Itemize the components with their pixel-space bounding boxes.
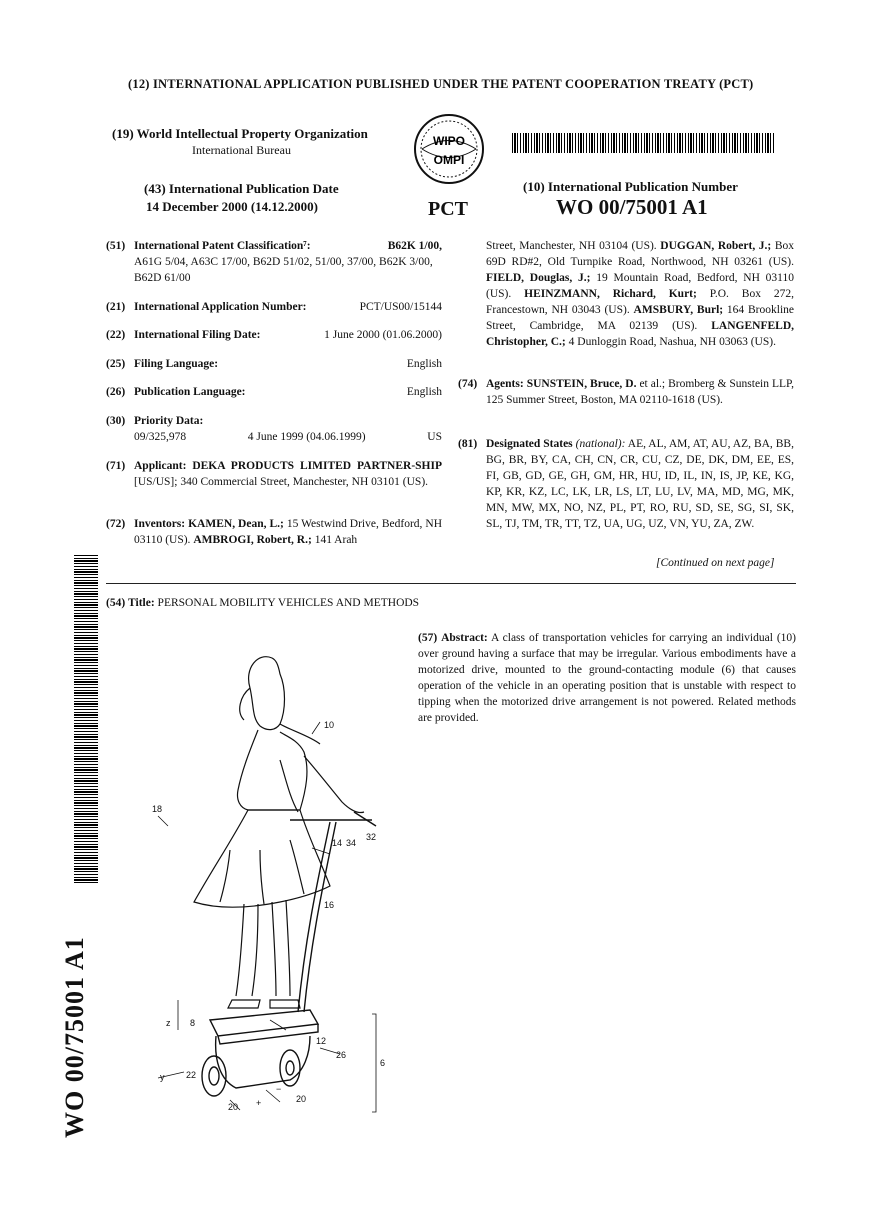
wipo-logo <box>412 112 486 186</box>
inventor-name: HEINZMANN, Richard, Kurt; <box>524 288 697 300</box>
figure-label-18: 18 <box>152 804 163 814</box>
entry-label: Title: <box>128 597 155 609</box>
entry-value: B62K 1/00, <box>387 240 442 252</box>
publication-number-value: WO 00/75001 A1 <box>556 195 708 219</box>
abstract <box>418 630 796 726</box>
figure-label-z: z <box>166 1018 171 1028</box>
entry-number: (54) <box>106 597 126 609</box>
figure-label-26: 26 <box>336 1050 347 1060</box>
entry-number: (21) <box>106 301 126 313</box>
entry-number: (72) <box>106 518 126 530</box>
figure-label-32: 32 <box>366 832 377 842</box>
inventor-text: 4 Dunloggin Road, Nashua, NH 03063 (US). <box>565 336 776 348</box>
entry-label: Designated States <box>486 438 573 450</box>
entry-value: English <box>406 386 442 398</box>
organization-name: (19) World Intellectual Property Organization <box>112 126 368 141</box>
entry-number: (57) <box>418 632 438 644</box>
entry-number: (51) <box>106 240 126 252</box>
figure-label-20-right: 20 <box>296 1094 307 1104</box>
inventor-name: KAMEN, Dean, L.; <box>188 518 284 530</box>
logo-top-text: WIPO <box>433 134 465 148</box>
applicant-address: [US/US]; 340 Commercial Street, Manchester, NH 03101 (US). <box>134 476 429 488</box>
header-barcode <box>512 133 774 153</box>
inventor-text: 164 Brookline Street, Cambridge, MA 02139 (US). <box>486 304 794 332</box>
entry-number: (74) <box>458 378 478 390</box>
inventor-name: LANGENFELD, Christopher, C.; <box>486 320 794 348</box>
entry-54 <box>106 595 706 611</box>
invention-title: PERSONAL MOBILITY VEHICLES AND METHODS <box>157 597 420 609</box>
continued-note: [Continued on next page] <box>656 557 775 569</box>
entry-label: Applicant: <box>134 460 187 472</box>
rider-figure <box>194 657 364 1008</box>
inventor-name: DUGGAN, Robert, J.; <box>660 240 772 252</box>
entry-number: (26) <box>106 386 126 398</box>
figure-label-20-left: 20 <box>228 1102 239 1112</box>
publication-date-label: (43) International Publication Date <box>144 181 339 196</box>
inventor-text: P.O. Box 272, Francestown, NH 03043 (US). <box>486 288 794 316</box>
inventor-name: AMBROGI, Robert, R.; <box>193 534 312 546</box>
abstract-text: A class of transportation vehicles for carrying an individual (10) over ground having a surface that may be irregular. Various embodiments have a motorized drive, mounted to the ground-contacting module (6) that causes operation of the vehicle in an operating position that is unstable with respect to tipping when the motorized drive arrangement is not powered. Related methods are provided. <box>418 632 796 724</box>
publication-date-value: 14 December 2000 (14.12.2000) <box>146 199 318 214</box>
priority-number: 09/325,978 <box>134 431 187 443</box>
entry-label: International Filing Date: <box>134 329 261 341</box>
entry-number: (25) <box>106 358 126 370</box>
figure-label-10: 10 <box>324 720 335 730</box>
entry-value: 1 June 2000 (01.06.2000) <box>324 329 442 341</box>
vertical-publication-number: WO 00/75001 A1 <box>60 936 89 1138</box>
figure-label-plus: + <box>256 1098 262 1108</box>
logo-bottom-text: OMPI <box>433 153 465 167</box>
agent-address: et al.; Bromberg & Sunstein LLP, 125 Summer Street, Boston, MA 02110-1618 (US). <box>486 378 795 406</box>
entry-label: Priority Data: <box>134 415 204 427</box>
applicant-name: DEKA PRODUCTS LIMITED PARTNER-SHIP <box>192 460 442 472</box>
entry-label: Inventors: <box>134 518 186 530</box>
figure-label-14: 14 <box>332 838 343 848</box>
entry-qualifier: (national): <box>575 438 626 450</box>
entry-number: (30) <box>106 415 126 427</box>
figure-label-6: 6 <box>380 1058 386 1068</box>
figure-label-8: 8 <box>190 1018 196 1028</box>
inventor-address: 15 Westwind Drive, Bedford, NH 03110 (US). <box>134 518 442 546</box>
figure-label-34: 34 <box>346 838 357 848</box>
entry-rest: A61G 5/04, A63C 17/00, B62D 51/02, 51/00, 37/00, B62K 3/00, B62D 61/00 <box>134 256 433 284</box>
inventor-text: Street, Manchester, NH 03104 (US). <box>486 240 661 252</box>
priority-country: US <box>427 431 442 443</box>
entry-label: Abstract: <box>441 632 488 644</box>
treaty-heading: (12) INTERNATIONAL APPLICATION PUBLISHED UNDER THE PATENT COOPERATION TREATY (PCT) <box>128 77 754 91</box>
entry-label: Filing Language: <box>134 358 219 370</box>
inventor-address: 141 Arah <box>314 534 358 546</box>
figure-label-y: y <box>160 1072 165 1082</box>
inventor-text: 19 Mountain Road, Bedford, NH 03110 (US). <box>486 272 794 300</box>
entry-number: (81) <box>458 438 478 450</box>
inventor-name: AMSBURY, Burl; <box>633 304 724 316</box>
inventor-name: FIELD, Douglas, J.; <box>486 272 591 284</box>
designated-states-list: AE, AL, AM, AT, AU, AZ, BA, BB, BG, BR, BY, CA, CH, CN, CR, CU, CZ, DE, DK, DM, EE, ES, FI, GB, GD, GE, GH, GM, HR, HU, ID, IL, IN, IS, JP, KE, KG, KP, KR, KZ, LC, LK, LR, LS, LT, LU, LV, MA, MD, MG, MK, MN, MW, MX, NO, NZ, PL, PT, RO, RU, SD, SE, SG, SI, SK, SL, TJ, TM, TR, TT, TZ, UA, UG, UZ, VN, YU, ZA, ZW. <box>486 438 794 530</box>
entry-label: Agents: <box>486 378 524 390</box>
entry-number: (71) <box>106 460 126 472</box>
agent-name: SUNSTEIN, Bruce, D. <box>526 378 637 390</box>
pct-label: PCT <box>428 198 468 220</box>
side-barcode <box>74 553 98 883</box>
figure-label-16: 16 <box>324 900 335 910</box>
figure-label-minus: − <box>276 1084 282 1094</box>
inventor-text: Box 69D RD#2, Old Turnpike Road, Northwood, NH 03261 (US). <box>486 240 794 268</box>
inventors-continued <box>486 238 794 350</box>
entry-label: International Patent Classification⁷: <box>134 240 311 252</box>
figure-drawing <box>140 640 390 1120</box>
figure-label-22: 22 <box>186 1070 197 1080</box>
bureau-name: International Bureau <box>192 143 291 157</box>
entry-value: English <box>406 358 442 370</box>
entry-label: International Application Number: <box>134 301 307 313</box>
entry-label: Publication Language: <box>134 386 246 398</box>
entry-number: (22) <box>106 329 126 341</box>
priority-date: 4 June 1999 (04.06.1999) <box>247 431 366 443</box>
entry-value: PCT/US00/15144 <box>359 301 442 313</box>
section-divider <box>106 583 796 584</box>
figure-label-12: 12 <box>316 1036 327 1046</box>
publication-number-label: (10) International Publication Number <box>523 179 738 194</box>
